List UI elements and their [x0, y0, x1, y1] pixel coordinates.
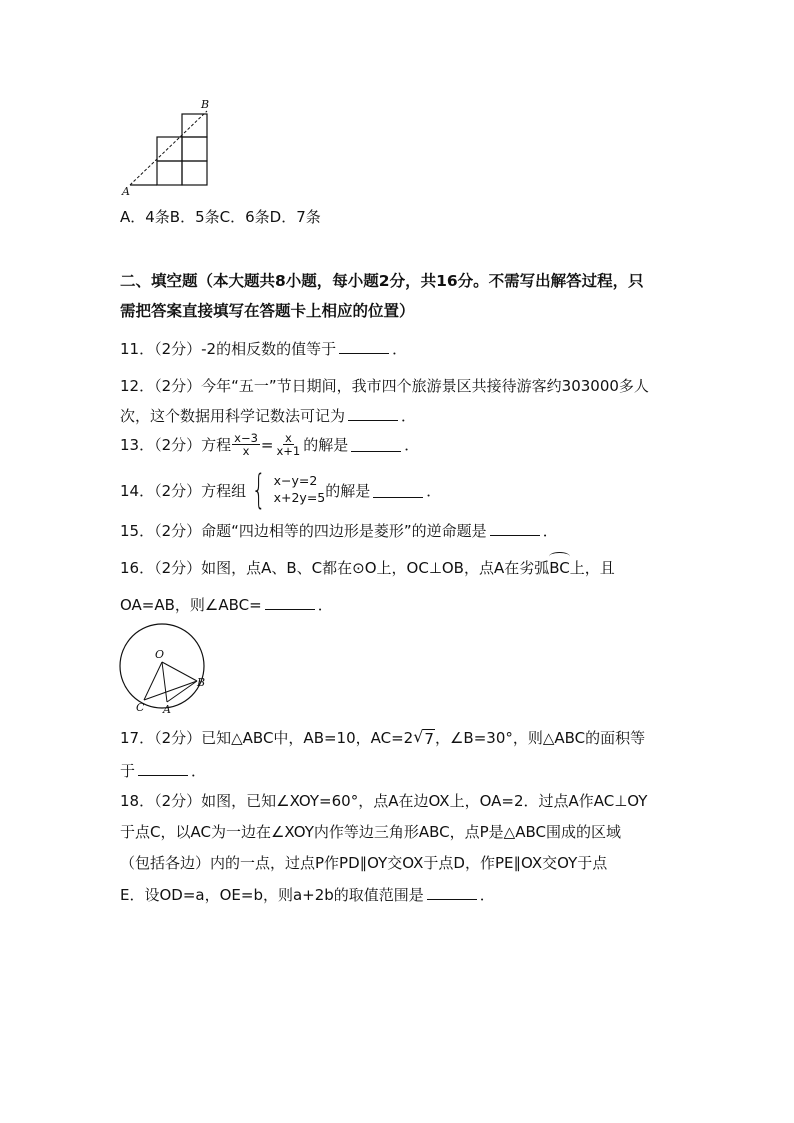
q15-suffix: ． — [542, 522, 558, 540]
question-12-line1: 12．（2分）今年“五一”节日期间，我市四个旅游景区共接待游客约303000多人 — [120, 377, 649, 395]
q18-suffix: ． — [479, 886, 495, 904]
arc-bc: BC — [549, 557, 570, 577]
system-eq1: x−y=2 — [273, 473, 318, 489]
q10-options: A．4条B．5条C．6条D．7条 — [120, 208, 321, 226]
grid-figure — [118, 96, 218, 196]
q18-text4: E．设OD=a，OE=b，则a+2b的取值范围是 — [120, 886, 424, 904]
q13-eq: = — [260, 435, 274, 454]
question-18-line4 — [120, 884, 495, 905]
circle-label-c: C — [136, 701, 145, 714]
answer-blank — [348, 406, 398, 421]
q16-text: 16．（2分）如图，点A、B、C都在⊙O上，OC⊥OB，点A在劣弧 — [120, 559, 550, 577]
grid-label-a: A — [122, 185, 130, 196]
brace-icon: { — [251, 467, 266, 513]
q11-text: 11．（2分）-2的相反数的值等于 — [120, 340, 337, 358]
question-14 — [120, 467, 442, 513]
question-18-line1: 18．（2分）如图，已知∠XOY=60°，点A在边OX上，OA=2．过点A作AC⊥OY — [120, 792, 648, 810]
question-18-line3: （包括各边）内的一点，过点P作PD∥OY交OX于点D，作PE∥OX交OY于点 — [120, 854, 608, 872]
equation-system — [246, 467, 326, 513]
q14-suffix: ． — [426, 481, 442, 500]
grid-label-b: B — [201, 98, 210, 111]
fraction-1: $\frac{x-3}{x}$ — [234, 431, 258, 459]
q15-text: 15．（2分）命题“四边相等的四边形是菱形”的逆命题是 — [120, 522, 487, 540]
question-16-line2 — [120, 594, 333, 615]
system-eq2: x+2y=5 — [273, 490, 326, 505]
fraction-2: $\frac{x}{x+1}$ — [276, 431, 301, 459]
q17-text2: 于 — [120, 762, 136, 780]
q13-mid: 的解是 — [303, 436, 349, 455]
question-15 — [120, 520, 558, 541]
q13-text: 13．（2分）方程 — [120, 436, 232, 455]
answer-blank — [427, 885, 477, 900]
q16-suffix: ． — [317, 596, 333, 614]
question-11 — [120, 338, 407, 359]
answer-blank — [339, 339, 389, 354]
q17-text-tail: ，∠B=30°，则△ABC的面积等 — [434, 729, 646, 747]
answer-blank — [138, 761, 188, 776]
q12-text: 次，这个数据用科学记数法可记为 — [120, 407, 346, 425]
circle-label-o: O — [155, 648, 165, 661]
question-12-line2 — [120, 405, 416, 426]
q16-text2: OA=AB，则∠ABC= — [120, 596, 262, 614]
circle-label-a: A — [163, 703, 171, 714]
q14-mid: 的解是 — [325, 481, 371, 500]
answer-blank — [373, 483, 423, 498]
circle-figure — [115, 622, 215, 714]
section2-heading-line2: 需把答案直接填写在答题卡上相应的位置） — [120, 302, 415, 320]
q13-suffix: ． — [404, 436, 420, 455]
answer-blank — [351, 437, 401, 452]
q16-text-tail: 上，且 — [569, 559, 615, 577]
circle-label-b: B — [197, 676, 206, 689]
question-17-line2 — [120, 760, 206, 781]
q12-suffix: ． — [401, 407, 417, 425]
answer-blank — [490, 521, 540, 536]
question-16-line1 — [120, 557, 615, 578]
q17-text: 17．（2分）已知△ABC中，AB=10，AC=2 — [120, 729, 414, 747]
q14-text: 14．（2分）方程组 — [120, 481, 247, 500]
dashed-diagonal — [130, 111, 207, 185]
question-18-line2: 于点C，以AC为一边在∠XOY内作等边三角形ABC，点P是△ABC围成的区域 — [120, 823, 621, 841]
answer-blank — [265, 595, 315, 610]
question-13 — [120, 432, 419, 457]
q17-suffix: ． — [191, 762, 207, 780]
q11-suffix: ． — [392, 340, 408, 358]
sqrt-expression: √ 7 — [413, 727, 434, 748]
section2-heading-line1: 二、填空题（本大题共8小题，每小题2分，共16分。不需写出解答过程，只 — [120, 272, 644, 290]
question-17-line1 — [120, 727, 645, 748]
